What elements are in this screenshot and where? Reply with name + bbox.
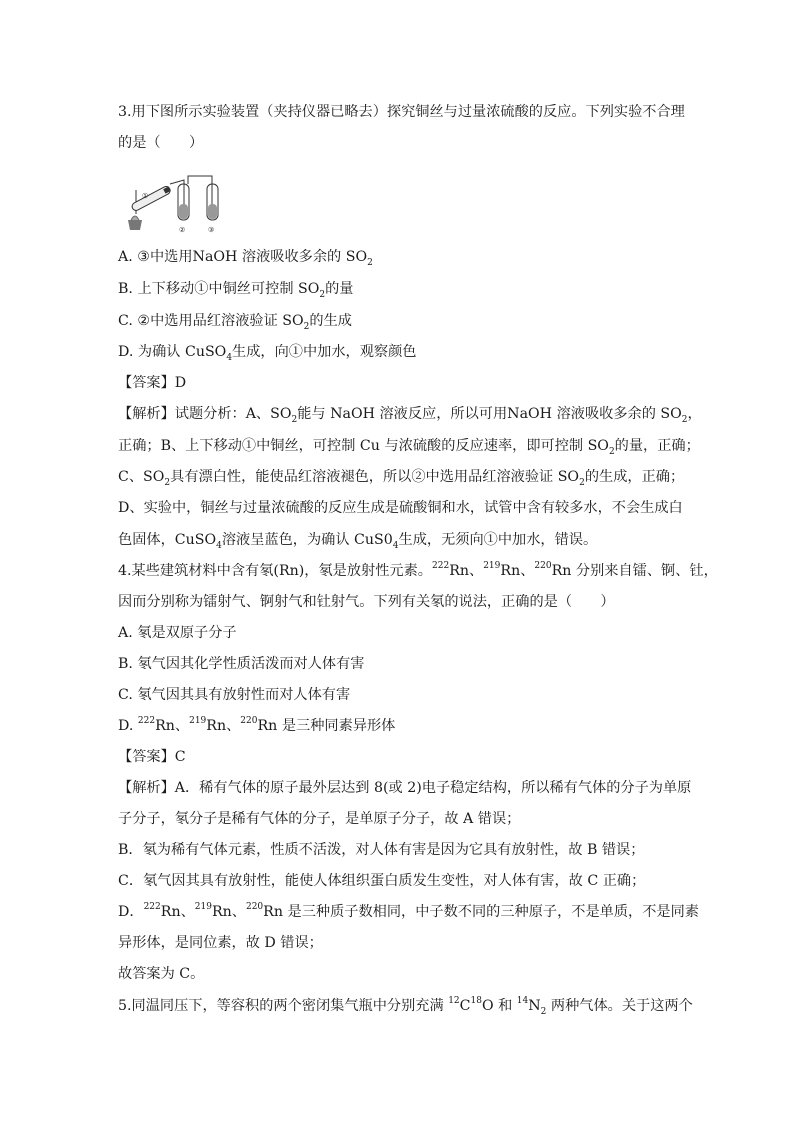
q3-analysis-line2: 正确；B、上下移动①中铜丝，可控制 Cu 与浓硫酸的反应速率，即可控制 $SO_2$的量，正确； [118, 438, 700, 457]
q4-stem-line1: 4.某些建筑材料中含有氡(Rn)，氡是放射性元素。$^{222}$Rn、$^{219}$Rn、$^{220}$Rn 分别来自镭、锕、钍， [118, 561, 718, 579]
q3-answer: 【答案】D [118, 375, 187, 391]
q5-stem-line1: 5.同温同压下，等容积的两个密闭集气瓶中分别充满 $^{12}C^{18}O$ 和 $^{14}N_2$ 两种气体。关于这两个 [118, 996, 693, 1017]
q4-option-b: B. 氡气因其化学性质活泼而对人体有害 [118, 656, 365, 672]
q3-analysis-line1: 【解析】试题分析：A、$SO_2$能与 NaOH 溶液反应，所以可用NaOH 溶液吸收多余的 $SO_2$， [118, 406, 702, 425]
q4-analysis-line5: D．$^{222}$Rn、$^{219}$Rn、$^{220}$Rn 是三种质子数相同，中子数不同的三种原子，不是单质，不是同素 [118, 902, 699, 920]
q4-option-a: A. 氡是双原子分子 [118, 625, 237, 641]
q3-analysis-line5: 色固体，CuSO$_4$溶液呈蓝色，为确认 $CuS0_4$生成，无须向①中加水，错误。 [118, 532, 598, 551]
q4-analysis-line1: 【解析】A．稀有气体的原子最外层达到 8(或 2)电子稳定结构，所以稀有气体的分子为单原 [118, 780, 692, 796]
q4-answer: 【答案】C [118, 749, 186, 765]
q3-option-c: C. ②中选用品红溶液验证 $SO_2$的生成 [118, 313, 352, 332]
q4-option-c: C. 氡气因其具有放射性而对人体有害 [118, 687, 351, 703]
q3-analysis-line3: C、$SO_2$具有漂白性，能使品红溶液褪色，所以②中选用品红溶液验证 $SO_2$的生成，正确； [118, 469, 685, 488]
q3-option-b: B. 上下移动①中铜丝可控制 $SO_2$的量 [118, 281, 354, 300]
q4-analysis-line2: 子分子，氡分子是稀有气体的分子，是单原子分子，故 A 错误； [118, 811, 521, 827]
q4-analysis-line3: B．氡为稀有气体元素，性质不活泼，对人体有害是因为它具有放射性，故 B 错误； [118, 842, 645, 858]
q3-stem-line1: 3.用下图所示实验装置（夹持仪器已略去）探究铜丝与过量浓硫酸的反应。下列实验不合理 [118, 104, 685, 120]
q4-analysis-line6: 异形体，是同位素，故 D 错误； [118, 935, 323, 951]
figure-label-1: ① [142, 192, 149, 200]
q4-analysis-line7: 故答案为 C。 [118, 966, 205, 982]
q4-stem-line2: 因而分别称为镭射气、锕射气和钍射气。下列有关氡的说法，正确的是（ ） [118, 594, 615, 610]
q4-analysis-line4: C．氡气因其具有放射性，能使人体组织蛋白质发生变性，对人体有害，故 C 正确； [118, 873, 646, 889]
q3-analysis-line4: D、实验中，铜丝与过量浓硫酸的反应生成是硫酸铜和水，试管中含有较多水，不会生成白 [118, 500, 683, 516]
q3-option-d: D. 为确认 CuSO$_4$生成，向①中加水，观察颜色 [118, 344, 417, 363]
figure-label-2: ② [179, 226, 186, 234]
q3-option-a: A. ③中选用NaOH 溶液吸收多余的 $SO_2$ [118, 249, 373, 268]
q3-stem-line2: 的是（ ） [118, 135, 204, 151]
q4-option-d: D. $^{222}$Rn、$^{219}$Rn、$^{220}$Rn 是三种同素异形体 [118, 716, 396, 734]
apparatus-figure [122, 168, 230, 234]
figure-label-3: ③ [208, 226, 215, 234]
